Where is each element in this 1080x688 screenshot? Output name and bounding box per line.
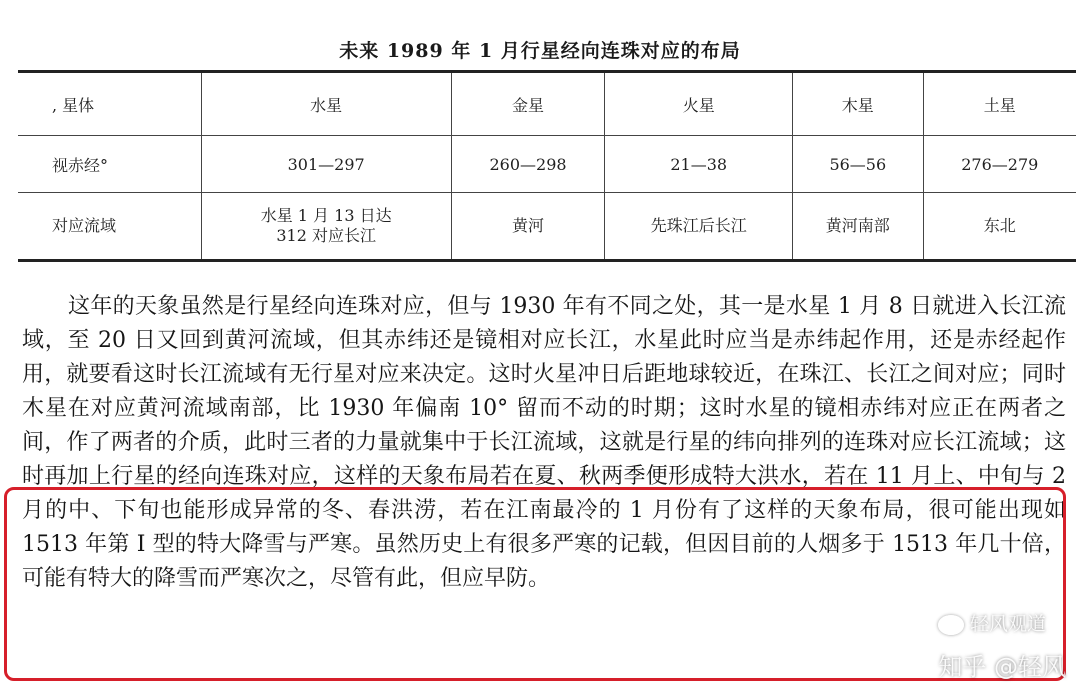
table-title: 未来 1989 年 1 月行星经向连珠对应的布局 bbox=[339, 40, 741, 62]
watermark-line1: 轻风观道 bbox=[969, 613, 1046, 635]
table-cell: 先珠江后长江 bbox=[605, 193, 793, 261]
header-cell-jupiter: 木星 bbox=[793, 72, 923, 136]
table-row bbox=[18, 193, 1076, 261]
watermark-line2: 知乎 @轻风 bbox=[938, 653, 1066, 681]
table-cell: 301—297 bbox=[201, 136, 451, 193]
table-cell: 水星 1 月 13 日达 312 对应长江 bbox=[201, 193, 451, 261]
table-cell: 视赤经° bbox=[18, 136, 201, 193]
header-cell-saturn: 土星 bbox=[923, 72, 1076, 136]
table-cell: 东北 bbox=[923, 193, 1076, 261]
table-cell: 对应流域 bbox=[18, 193, 201, 261]
table-cell: 黄河南部 bbox=[793, 193, 923, 261]
header-cell-mercury: 水星 bbox=[201, 72, 451, 136]
table-cell: 260—298 bbox=[451, 136, 605, 193]
paragraph: 这年的天象虽然是行星经向连珠对应，但与 1930 年有不同之处，其一是水星 1 月 8 日就进入长江流域，至 20 日又回到黄河流域，但其赤纬还是镜相对应长江，水星此时应当是赤纬起作用，还是赤经起作用，就要看这时长江流域有无行星对应来决定。这时火星冲日后距地球较近，在珠江、长江之间对应；同时木星在对应黄河流域南部，比 1930 年偏南 10° 留而不动的时期；这时水星的镜相赤纬对应正在两者之间，作了两者的介质，此时三者的力量就集中于长江流域，这就是行星的纬向排列的连珠对应长江流域；这时再加上行星的经向连珠对应，这样的天象布局若在夏、秋两季便形成特大洪水，若在 11 月上、中旬与 2 月的中、下旬也能形成异常的冬、春洪涝，若在江南最冷的 1 月份有了这样的天象布局，很可能出现如 1513 年第 I 型的特大降雪与严寒。虽然历史上有很多严寒的记载，但因目前的人烟多于 1513 年几十倍，可能有特大的降雪而严寒次之，尽管有此，但应早防。 bbox=[22, 294, 1066, 591]
header-cell-label: , 星体 bbox=[18, 72, 201, 136]
planet-table bbox=[18, 70, 1076, 262]
header-cell-venus: 金星 bbox=[451, 72, 605, 136]
header-cell-mars: 火星 bbox=[605, 72, 793, 136]
table-cell: 黄河 bbox=[451, 193, 605, 261]
table-header-row bbox=[18, 72, 1076, 136]
table-row bbox=[18, 136, 1076, 193]
table-cell: 56—56 bbox=[793, 136, 923, 193]
highlight-box bbox=[4, 487, 1066, 681]
wechat-logo-icon bbox=[938, 615, 964, 635]
table-cell: 276—279 bbox=[923, 136, 1076, 193]
table-cell: 21—38 bbox=[605, 136, 793, 193]
